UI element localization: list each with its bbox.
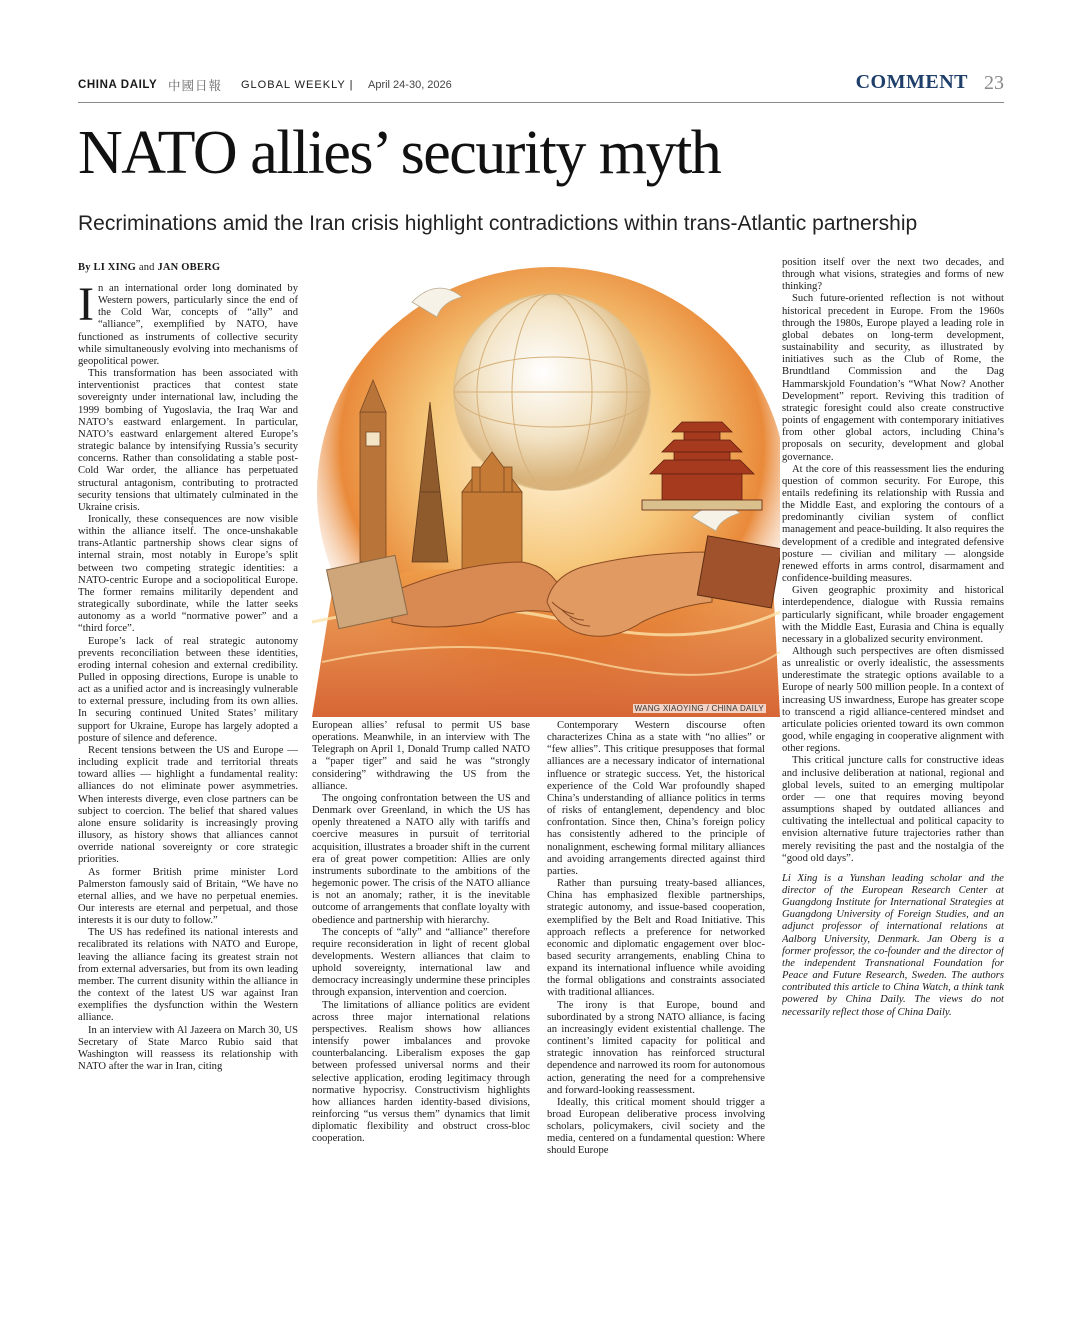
author-bio: Li Xing is a Yunshan leading scholar and the director of the European Research Center at Guangdong Institute for International Strategies at Guangdong University of Foreign Studies, and an adjunct professor of international relations at Aalborg University, Denmark. Jan Oberg is a former professor, the co-founder and the director of the independent Transnational Foundation for Peace and Future Research, Sweden. The authors contributed this article to China Watch, a think tank powered by China Daily. The views do not necessarily reflect those of China Daily. — [782, 872, 1004, 1018]
paragraph: The limitations of alliance politics are evident across three major international relations perspectives. Realism shows how alliances intensify power imbalances and provoke counterbalancing. Liberalism exposes the gap between professed universal norms and their selective application, eroding legitimacy through normative hypocrisy. Constructivism highlights how alliances harden identity-based divisions, reinforcing “us versus them” dynamics that limit diplomatic flexibility and obstruct cross-bloc cooperation. — [312, 999, 530, 1145]
paragraph: As former British prime minister Lord Palmerston famously said of Britain, “We have no eternal allies, and we have no perpetual enemies. Our interests are eternal and perpetual, and those interests it is our duty to follow.” — [78, 866, 298, 927]
paragraph: Ironically, these consequences are now visible within the alliance itself. The once-unshakable trans-Atlantic partnership shows clear signs of internal strain, most notably in Europe’s split between two competing strategic identities: a NATO-centric Europe and a sociopolitical Europe. The former remains militarily dependent and strategically subordinate, while the latter seeks autonomy as a world “normative power” and a “third force”. — [78, 513, 298, 635]
paragraph: Recent tensions between the US and Europe — including explicit trade and territorial threats toward allies — highlight a fundamental reality: alliances do not eliminate power asymmetries. When interests diverge, even close partners can be subject to coercion. The belief that shared values alone ensure solidarity is increasingly proving illusory, as history shows that alliances cannot override national sovereignty or core strategic priorities. — [78, 744, 298, 866]
headline: NATO allies’ security myth — [78, 119, 721, 187]
article-illustration — [312, 262, 780, 717]
paragraph: Ideally, this critical moment should trigger a broad European deliberative process involving scholars, policymakers, civil society and the media, centered on a fundamental question: Where should Europe — [547, 1096, 765, 1157]
paragraph: The irony is that Europe, bound and subordinated by a strong NATO alliance, is facing an increasingly evident existential challenge. The continent’s limited capacity for political and strategic innovation has reinforced structural dependence and narrowed its room for autonomous action, generating the need for a comprehensive and forward-looking reassessment. — [547, 999, 765, 1096]
paragraph: Such future-oriented reflection is not without historical precedent in Europe. From the 1960s through the 1980s, Europe played a leading role in global debates on long-term development, sustainability and security, as illustrated by initiatives such as the Club of Rome, the Brundtland Commission and the Dag Hammarskjold Foundation’s “What Now? Another Development” report. Reviving this tradition of strategic foresight could also create constructive points of engagement with contemporary initiatives from other global actors, including China’s proposals on security, development and global governance. — [782, 293, 1004, 463]
paragraph: Contemporary Western discourse often characterizes China as a state with “no allies” or “few allies”. This critique presupposes that formal alliances are a necessary indicator of international influence or strategic success. Yet, the historical experience of the Cold War profoundly shaped China’s understanding of alliance politics in terms of risks of entanglement, dependency and bloc confrontation. Since then, China’s foreign policy has consistently adhered to the principle of nonalignment, eschewing formal military alliances and avoiding arrangements directed against third parties. — [547, 720, 765, 877]
section-label: COMMENT — [855, 71, 968, 93]
edition-name: GLOBAL WEEKLY | — [241, 79, 354, 91]
illustration-credit: WANG XIAOYING / CHINA DAILY — [634, 704, 764, 713]
paragraph: In an international order long dominated by Western powers, particularly since the end of the Cold War, concepts of “ally” and “alliance”, exemplified by NATO, have functioned as instruments of collective security while simultaneously evolving into mechanisms of geopolitical power. — [78, 283, 298, 367]
paper-name: CHINA DAILY — [78, 79, 158, 91]
paragraph: Rather than pursuing treaty-based alliances, China has emphasized flexible partnerships, strategic autonomy, and issue-based cooperation, exemplified by the Belt and Road Initiative. This approach reflects a preference for networked economic and diplomatic engagement over bloc-based security arrangements, enabling China to expand its international influence while avoiding the formal obligations and constraints associated with traditional alliances. — [547, 878, 765, 999]
paragraph: The ongoing confrontation between the US and Denmark over Greenland, in which the US has openly threatened a NATO ally with tariffs and coercive measures in pursuit of territorial acquisition, illustrates a broader shift in the current era of great power competition: Allies are only instruments subordinate to the ambitions of the hegemonic power. The crisis of the NATO alliance is not an anomaly; rather, it is the inevitable outcome of arrangements that conflate loyalty with obedience and partnership with hierarchy. — [312, 792, 530, 926]
paragraph: Europe’s lack of real strategic autonomy prevents reconciliation between these identities, eroding internal cohesion and external credibility. Pulled in opposing directions, Europe is unable to act as a unified actor and is increasingly vulnerable to external pressure, including from its own allies. In securing continued United States’ military support for Ukraine, Europe has largely adopted a posture of silence and deference. — [78, 635, 298, 744]
issue-date: April 24-30, 2026 — [368, 79, 452, 91]
paragraph: In an interview with Al Jazeera on March 30, US Secretary of State Marco Rubio said that Washington will reassess its relationship with NATO after the war in Iran, citing — [78, 1024, 298, 1072]
column-3 — [547, 720, 765, 1245]
handshake-globe-illustration — [312, 262, 780, 717]
masthead — [78, 71, 1004, 100]
column-4 — [782, 257, 1004, 1247]
paragraph: This transformation has been associated with interventionist practices that contest state sovereignty under international law, including the 1999 bombing of Yugoslavia, the Iraq War and NATO’s eastward enlargement. In particular, NATO’s eastward enlargement altered Europe’s strategic balance by intensifying Russia’s security concerns. Rather than consolidating a stable post-Cold War order, the alliance has perpetuated structural antagonism, contributing to protracted security tensions that ultimately culminated in the Ukraine crisis. — [78, 368, 298, 513]
drop-cap: I — [78, 283, 94, 331]
paragraph: European allies’ refusal to permit US base operations. Meanwhile, in an interview with The Telegraph on April 1, Donald Trump called NATO a “paper tiger” and said he was “strongly considering” withdrawing the US from the alliance. — [312, 720, 530, 792]
byline: By LI XING and JAN OBERG — [78, 262, 221, 273]
paragraph: position itself over the next two decades, and through what visions, strategies and forms of new thinking? — [782, 257, 1004, 293]
paragraph: At the core of this reassessment lies the enduring question of common security. For Europe, this entails redefining its relationship with Russia and the Middle East, and exploring the contours of a predominantly civilian system of conflict management and peace-building. It also requires the development of a credible and integrated defensive posture — civilian and military — alongside renewed efforts in arms control, disarmament and confidence-building measures. — [782, 463, 1004, 585]
paragraph: This critical juncture calls for constructive ideas and inclusive deliberation at national, regional and global levels, suited to an emerging multipolar order — one that requires moving beyond assumptions shaped by outdated alliances and cultivating the intellectual and political capacity to envision alternative future trajectories rather than merely revisiting the past and the nostalgia of the “good old days”. — [782, 755, 1004, 864]
paragraph: Although such perspectives are often dismissed as unrealistic or overly idealistic, the assessments underestimate the strategic options available to a Europe of nearly 500 million people. In a context of increasing US inwardness, Europe has greater scope to transcend a rigid alliance-centered mindset and articulate policies oriented toward its own common good, while engaging in cooperative alignment with other regions. — [782, 646, 1004, 755]
subheadline: Recriminations amid the Iran crisis highlight contradictions within trans-Atlantic partnership — [78, 212, 918, 235]
paragraph: The US has redefined its national interests and recalibrated its relations with NATO and Europe, leaving the alliance facing its greatest strain not from external adversaries, but from its own leading member. The current disunity within the alliance in the context of the latest US war against Iran exemplifies the dysfunction within the Western alliance. — [78, 927, 298, 1024]
paragraph: Given geographic proximity and historical interdependence, dialogue with Russia remains particularly significant, while broader engagement with the Middle East, Eurasia and China is equally necessary in a globalized security environment. — [782, 585, 1004, 645]
page-number: 23 — [984, 72, 1004, 94]
paragraph: The concepts of “ally” and “alliance” therefore require reconsideration in light of recent global developments. Western alliances that claim to uphold sovereignty, international law and democracy increasingly undermine these principles through expansion, intervention and coercion. — [312, 926, 530, 999]
column-2 — [312, 720, 530, 1245]
column-1 — [78, 283, 298, 1243]
paper-name-chinese: 中國日報 — [168, 78, 223, 93]
masthead-rule — [78, 102, 1004, 103]
